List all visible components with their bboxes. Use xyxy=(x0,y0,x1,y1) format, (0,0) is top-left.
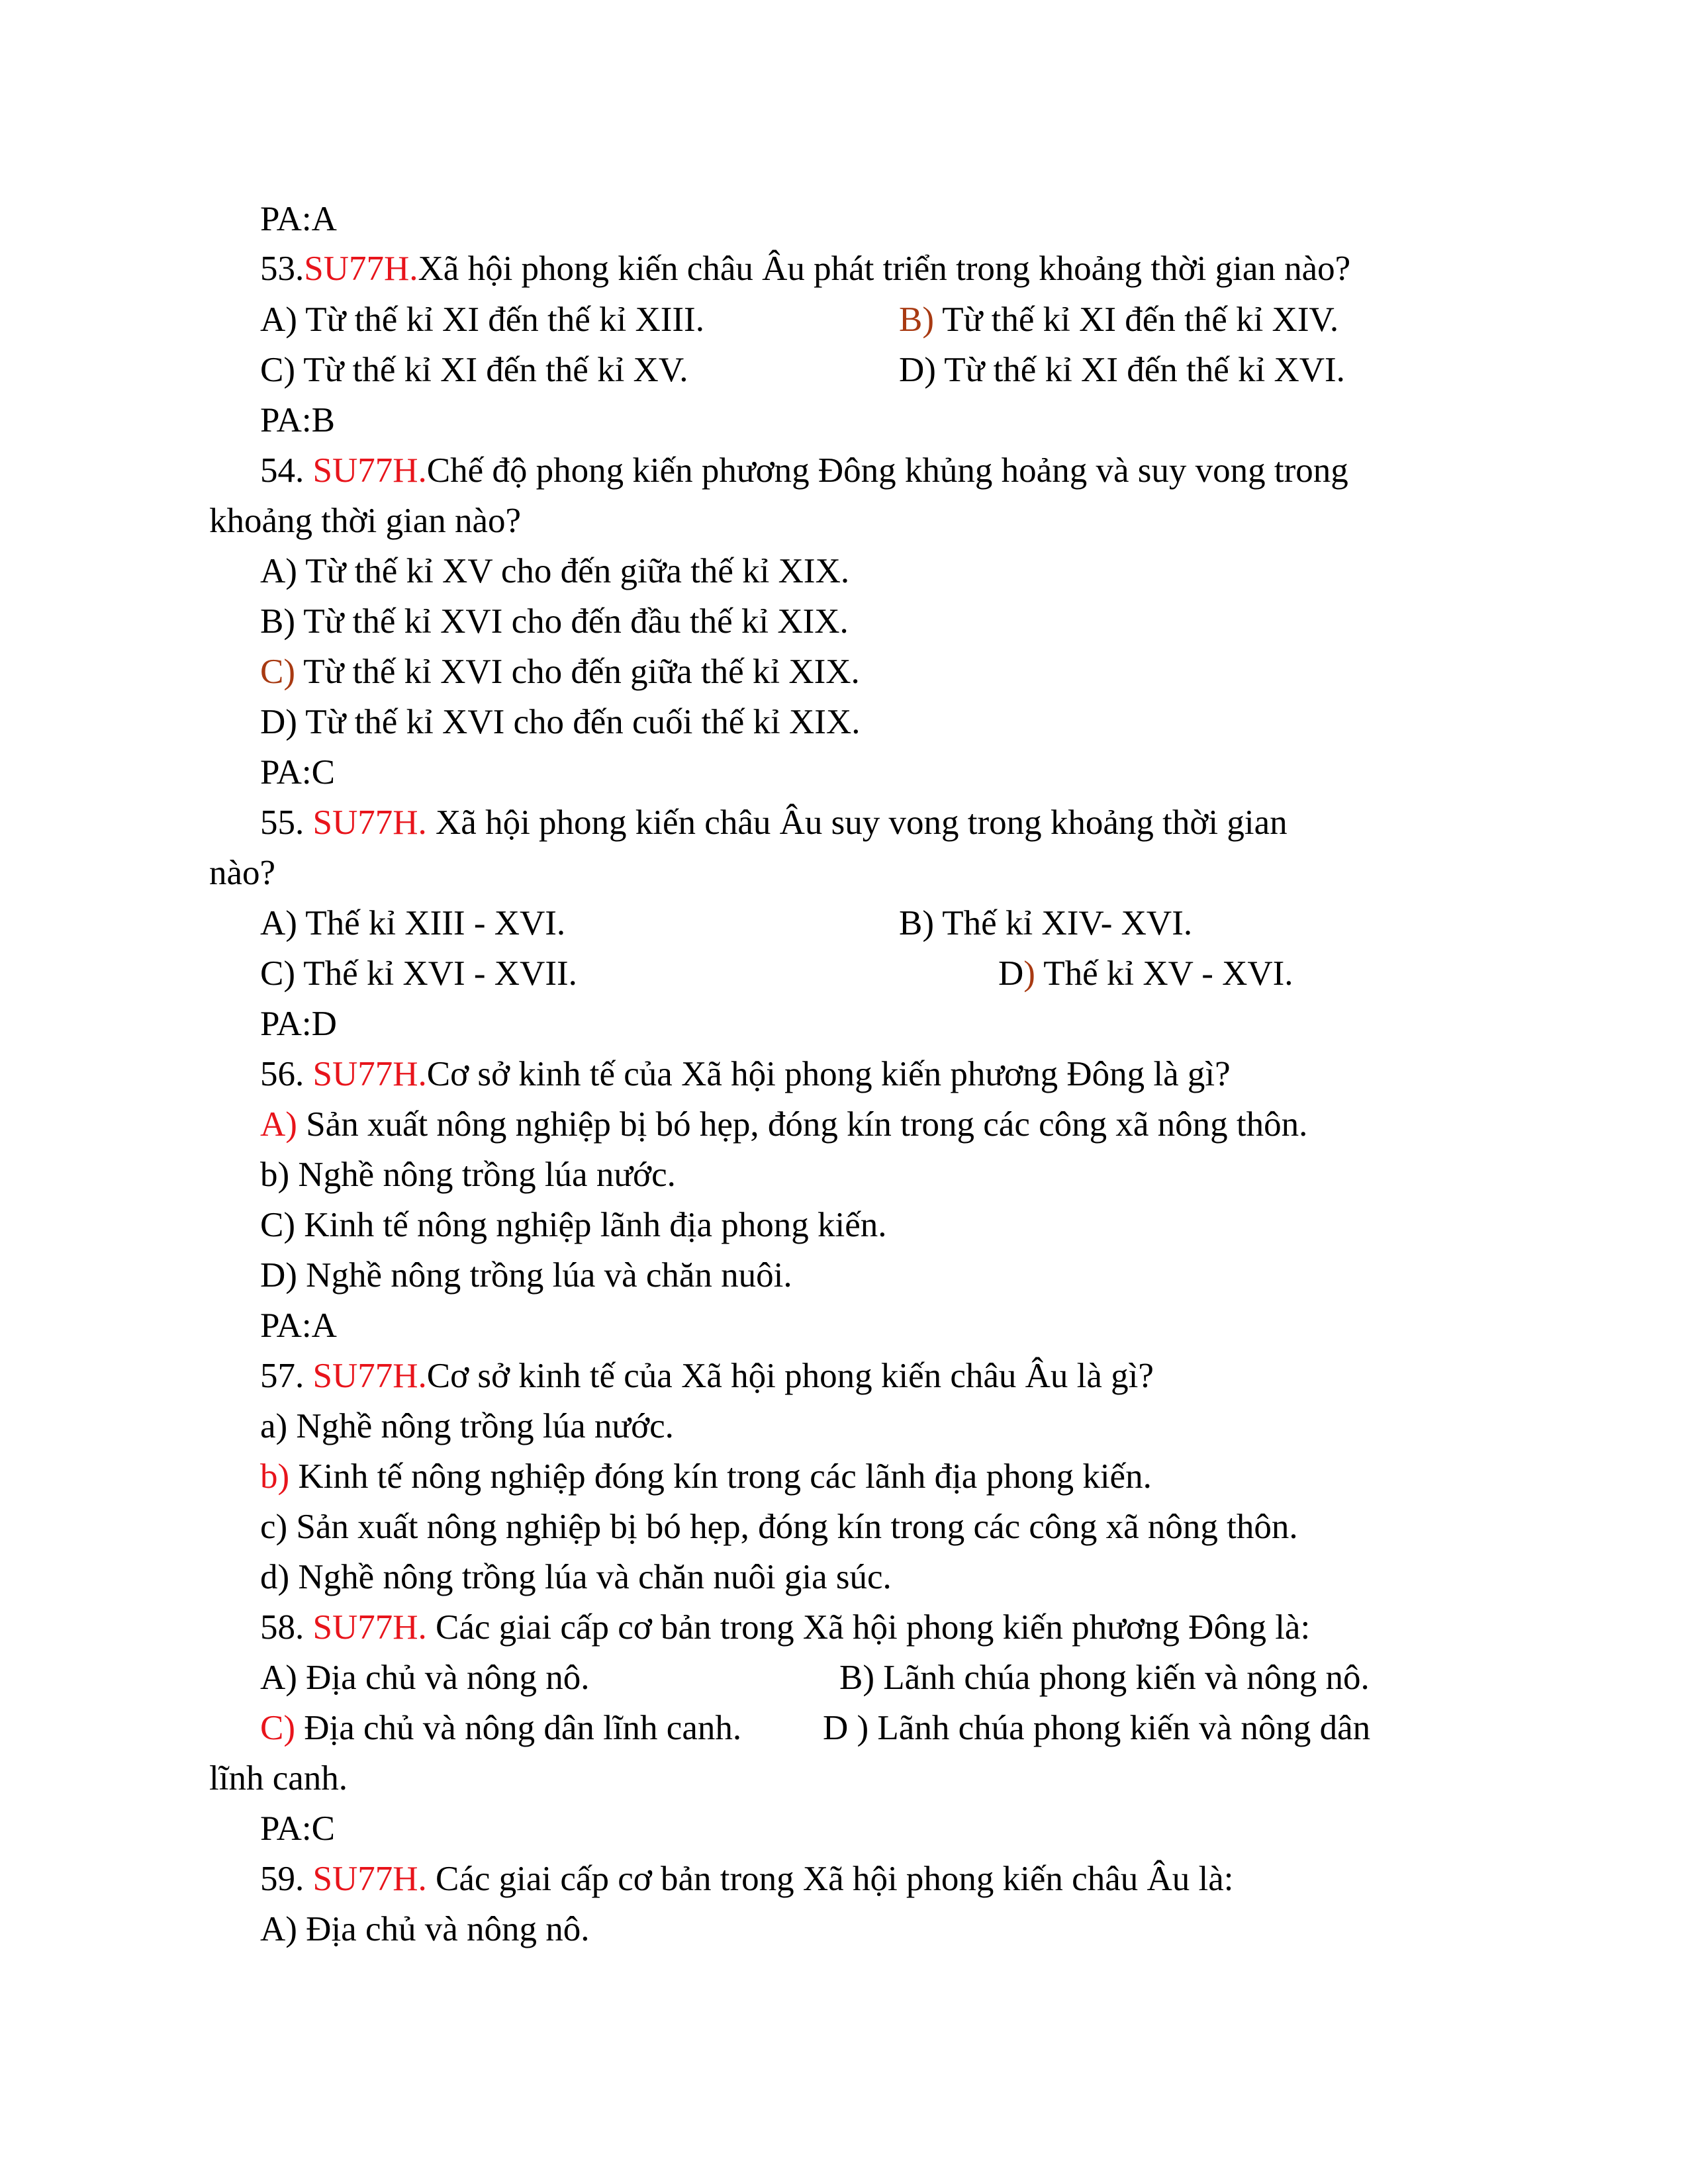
correct-option-paren: ) xyxy=(1023,954,1035,993)
question-56 xyxy=(260,1057,1231,1092)
q54-option-d xyxy=(260,705,860,740)
option-text: Từ thế kỉ XVI cho đến đầu thế kỉ XIX. xyxy=(295,602,849,641)
question-code: SU77H. xyxy=(312,803,427,842)
question-text: Các giai cấp cơ bản trong Xã hội phong kiến phương Đông là: xyxy=(426,1608,1311,1647)
question-number: 58. xyxy=(260,1608,313,1647)
q58-option-d xyxy=(823,1711,1370,1746)
q59-option-a xyxy=(260,1912,590,1947)
option-text: d) Nghề nông trồng lúa và chăn nuôi gia súc. xyxy=(260,1558,892,1596)
q58-option-a xyxy=(260,1661,590,1696)
option-text: A) Địa chủ và nông nô. xyxy=(260,1659,590,1697)
q56-option-d xyxy=(260,1258,792,1293)
question-59 xyxy=(260,1862,1233,1897)
correct-option-letter: A) xyxy=(260,1105,297,1144)
q57-option-a xyxy=(260,1409,674,1444)
option-letter: B) xyxy=(899,904,934,942)
q57-option-b xyxy=(260,1459,1152,1494)
option-text: Thế kỉ XIII - XVI. xyxy=(297,904,566,942)
q53-option-b xyxy=(899,302,1338,338)
option-text: D ) Lãnh chúa phong kiến và nông dân xyxy=(823,1709,1371,1747)
q56-option-c xyxy=(260,1208,887,1243)
answer-key-56 xyxy=(260,1308,337,1343)
correct-option-letter: C) xyxy=(260,653,295,691)
question-number: 56. xyxy=(260,1055,313,1093)
question-53 xyxy=(260,251,1350,287)
question-code: SU77H. xyxy=(312,1608,427,1647)
option-letter: A) xyxy=(260,552,297,590)
option-text: Từ thế kỉ XI đến thế kỉ XIV. xyxy=(934,300,1339,339)
option-text: c) Sản xuất nông nghiệp bị bó hẹp, đóng kín trong các công xã nông thôn. xyxy=(260,1508,1298,1546)
question-code: SU77H. xyxy=(312,1357,427,1395)
q56-option-b xyxy=(260,1158,676,1193)
option-letter: D xyxy=(998,954,1024,993)
question-number: 55. xyxy=(260,803,313,842)
answer-key-53 xyxy=(260,403,335,438)
option-text: Địa chủ và nông dân lĩnh canh. xyxy=(295,1709,742,1747)
option-letter: A) xyxy=(260,904,297,942)
question-code: SU77H. xyxy=(312,451,427,490)
question-number: 54. xyxy=(260,451,313,490)
option-letter: A) xyxy=(260,300,297,339)
question-text: Cơ sở kinh tế của Xã hội phong kiến châu Âu là gì? xyxy=(426,1357,1154,1395)
option-text: D) Nghề nông trồng lúa và chăn nuôi. xyxy=(260,1256,792,1295)
q55-option-d xyxy=(998,956,1293,991)
question-code: SU77H. xyxy=(304,250,418,288)
question-55 xyxy=(260,805,1288,841)
answer-text: PA:B xyxy=(260,401,335,439)
q58-option-c xyxy=(260,1711,741,1746)
answer-text: PA:C xyxy=(260,753,335,792)
question-number: 53. xyxy=(260,250,305,288)
option-text: Từ thế kỉ XVI cho đến giữa thế kỉ XIX. xyxy=(295,653,860,691)
option-text: A) Địa chủ và nông nô. xyxy=(260,1910,590,1948)
option-letter: C) xyxy=(260,351,295,389)
option-text: Thế kỉ XV - XVI. xyxy=(1035,954,1293,993)
question-code: SU77H. xyxy=(312,1860,427,1898)
answer-key-58 xyxy=(260,1811,335,1846)
option-letter: D) xyxy=(260,703,297,741)
option-text: b) Nghề nông trồng lúa nước. xyxy=(260,1156,676,1194)
question-54-cont xyxy=(209,504,521,539)
q55-option-c xyxy=(260,956,577,991)
answer-key-52 xyxy=(260,202,337,237)
option-text: Từ thế kỉ XV cho đến giữa thế kỉ XIX. xyxy=(297,552,850,590)
option-text: Từ thế kỉ XVI cho đến cuối thế kỉ XIX. xyxy=(297,703,861,741)
question-54 xyxy=(260,453,1348,488)
q58-option-d-cont xyxy=(209,1761,348,1796)
q54-option-c xyxy=(260,655,860,690)
q53-option-d xyxy=(899,353,1345,388)
option-text: Kinh tế nông nghiệp đóng kín trong các lãnh địa phong kiến. xyxy=(289,1457,1152,1496)
correct-option-letter: C) xyxy=(260,1709,295,1747)
option-letter: B) xyxy=(260,602,295,641)
q54-option-b xyxy=(260,604,849,639)
option-text: Từ thế kỉ XI đến thế kỉ XIII. xyxy=(297,300,704,339)
question-text: nào? xyxy=(209,854,276,892)
q53-option-c xyxy=(260,353,688,388)
question-text: Chế độ phong kiến phương Đông khủng hoảng và suy vong trong xyxy=(426,451,1348,490)
option-text: Từ thế kỉ XI đến thế kỉ XV. xyxy=(295,351,688,389)
answer-text: PA:A xyxy=(260,200,337,238)
question-code: SU77H. xyxy=(312,1055,427,1093)
option-text: Sản xuất nông nghiệp bị bó hẹp, đóng kín trong các công xã nông thôn. xyxy=(297,1105,1308,1144)
q55-option-a xyxy=(260,906,565,941)
question-text: Cơ sở kinh tế của Xã hội phong kiến phương Đông là gì? xyxy=(426,1055,1231,1093)
q57-option-c xyxy=(260,1510,1298,1545)
question-text: Các giai cấp cơ bản trong Xã hội phong kiến châu Âu là: xyxy=(426,1860,1234,1898)
answer-text: PA:C xyxy=(260,1809,335,1848)
option-letter: D) xyxy=(899,351,936,389)
option-text: B) Lãnh chúa phong kiến và nông nô. xyxy=(839,1659,1370,1697)
q57-option-d xyxy=(260,1560,892,1595)
question-text: khoảng thời gian nào? xyxy=(209,502,522,540)
option-letter: C) xyxy=(260,954,295,993)
answer-text: PA:D xyxy=(260,1005,337,1043)
question-number: 57. xyxy=(260,1357,313,1395)
question-text: Xã hội phong kiến châu Âu phát triển trong khoảng thời gian nào? xyxy=(418,250,1351,288)
option-text: C) Kinh tế nông nghiệp lãnh địa phong kiến. xyxy=(260,1206,887,1244)
correct-option-letter: B) xyxy=(899,300,934,339)
option-text: Thế kỉ XVI - XVII. xyxy=(295,954,577,993)
question-58 xyxy=(260,1610,1310,1645)
answer-key-54 xyxy=(260,755,335,790)
q55-option-b xyxy=(899,906,1192,941)
option-text: a) Nghề nông trồng lúa nước. xyxy=(260,1407,674,1445)
option-text: Từ thế kỉ XI đến thế kỉ XVI. xyxy=(935,351,1345,389)
q58-option-b xyxy=(839,1661,1370,1696)
question-57 xyxy=(260,1359,1154,1394)
answer-key-55 xyxy=(260,1007,337,1042)
q53-option-a xyxy=(260,302,704,338)
question-number: 59. xyxy=(260,1860,313,1898)
q54-option-a xyxy=(260,554,849,589)
correct-option-letter: b) xyxy=(260,1457,290,1496)
option-text: Thế kỉ XIV- XVI. xyxy=(934,904,1193,942)
answer-text: PA:A xyxy=(260,1306,337,1345)
q56-option-a xyxy=(260,1107,1307,1142)
question-text: Xã hội phong kiến châu Âu suy vong trong khoảng thời gian xyxy=(426,803,1288,842)
option-text: lĩnh canh. xyxy=(209,1759,348,1797)
question-55-cont xyxy=(209,856,275,891)
